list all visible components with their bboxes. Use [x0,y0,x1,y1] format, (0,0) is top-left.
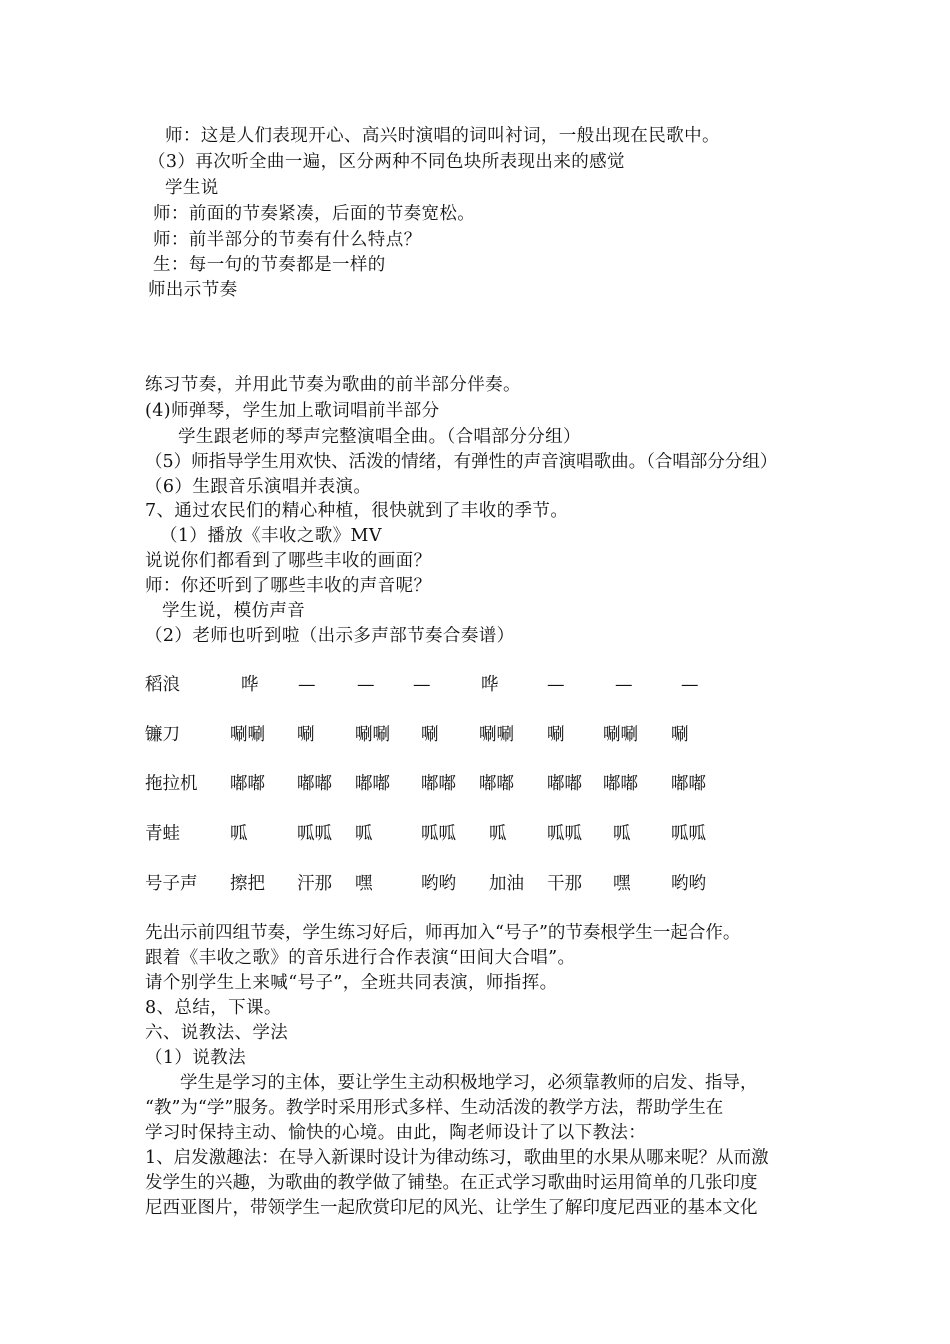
rhythm-row [0,672,950,698]
part-label: 号子声 [145,874,198,894]
rhythm-cell: — [298,675,316,695]
rhythm-cell: — [681,675,699,695]
rhythm-row [0,871,950,897]
text-line: 1、启发激趣法：在导入新课时设计为律动练习，歌曲里的水果从哪来呢？从而激 [145,1148,769,1168]
rhythm-row [0,821,950,847]
text-line: 发学生的兴趣，为歌曲的教学做了铺垫。在正式学习歌曲时运用简单的几张印度 [145,1173,758,1193]
text-line: 师：前半部分的节奏有什么特点？ [153,230,422,250]
rhythm-cell: 呱呱 [547,824,582,844]
text-line: 师出示节奏 [148,280,238,300]
rhythm-cell: 唰唰 [230,725,265,745]
text-line: （6）生跟音乐演唱并表演。 [145,477,372,497]
rhythm-cell: 嘟嘟 [355,774,390,794]
rhythm-cell: 加油 [489,874,524,894]
part-label: 镰刀 [145,725,180,745]
rhythm-cell: 唰 [671,725,689,745]
rhythm-cell: 唰 [421,725,439,745]
rhythm-cell: — [615,675,633,695]
rhythm-cell: — [413,675,431,695]
text-line: 学生是学习的主体，要让学生主动积极地学习，必须靠教师的启发、指导， [180,1073,758,1093]
rhythm-cell: 哟哟 [421,874,456,894]
part-label: 青蛙 [145,824,180,844]
rhythm-cell: 干那 [547,874,582,894]
text-line: （2）老师也听到啦（出示多声部节奏合奏谱） [145,626,515,646]
text-line: 师：这是人们表现开心、高兴时演唱的词叫衬词，一般出现在民歌中。 [165,126,720,146]
rhythm-cell: 唰唰 [355,725,390,745]
text-line: 师：你还听到了哪些丰收的声音呢？ [145,576,432,596]
text-line: （3）再次听全曲一遍，区分两种不同色块所表现出来的感觉 [148,152,625,172]
rhythm-cell: 呱 [355,824,373,844]
text-line: 学习时保持主动、愉快的心境。由此，陶老师设计了以下教法： [145,1123,647,1143]
text-line: 先出示前四组节奏，学生练习好后，师再加入“号子”的节奏根学生一起合作。 [145,923,741,943]
rhythm-cell: 嘟嘟 [671,774,706,794]
rhythm-row [0,771,950,797]
rhythm-cell: 嘟嘟 [547,774,582,794]
rhythm-cell: 唰唰 [479,725,514,745]
rhythm-cell: 汗那 [297,874,332,894]
rhythm-cell: — [547,675,565,695]
rhythm-cell: 呱 [230,824,248,844]
rhythm-cell: 哟哟 [671,874,706,894]
text-line: 师：前面的节奏紧凑，后面的节奏宽松。 [153,204,476,224]
rhythm-cell: 嘟嘟 [297,774,332,794]
rhythm-cell: 嘟嘟 [421,774,456,794]
text-line: 请个别学生上来喊“号子”，全班共同表演，师指挥。 [145,973,558,993]
rhythm-cell: 哗 [241,675,259,695]
text-line: 尼西亚图片，带领学生一起欣赏印尼的风光、让学生了解印度尼西亚的基本文化 [145,1198,758,1218]
rhythm-cell: 呱 [489,824,507,844]
rhythm-cell: — [357,675,375,695]
text-line: 学生跟老师的琴声完整演唱全曲。（合唱部分分组） [178,427,581,447]
subsection-heading: （1）说教法 [145,1048,247,1068]
rhythm-cell: 唰 [547,725,565,745]
rhythm-cell: 擦把 [230,874,265,894]
text-line: (4)师弹琴，学生加上歌词唱前半部分 [145,401,440,421]
rhythm-cell: 嘿 [613,874,631,894]
text-line: 练习节奏，并用此节奏为歌曲的前半部分伴奏。 [145,375,521,395]
text-line: 学生说 [165,178,219,198]
text-line: “教”为“学”服务。教学时采用形式多样、生动活泼的教学方法，帮助学生在 [145,1098,724,1118]
text-line: 8、总结，下课。 [145,998,282,1018]
section-heading: 六、说教法、学法 [145,1023,289,1043]
rhythm-cell: 唰唰 [603,725,638,745]
rhythm-cell: 嘟嘟 [603,774,638,794]
text-line: 跟着《丰收之歌》的音乐进行合作表演“田间大合唱”。 [145,948,576,968]
rhythm-cell: 嘟嘟 [479,774,514,794]
rhythm-cell: 哗 [481,675,499,695]
text-line: （5）师指导学生用欢快、活泼的情绪，有弹性的声音演唱歌曲。（合唱部分分组） [145,452,778,472]
rhythm-cell: 呱呱 [671,824,706,844]
part-label: 拖拉机 [145,774,198,794]
rhythm-cell: 呱呱 [297,824,332,844]
text-line: 学生说，模仿声音 [162,601,306,621]
rhythm-cell: 嘟嘟 [230,774,265,794]
rhythm-row [0,722,950,748]
rhythm-cell: 嘿 [355,874,373,894]
part-label: 稻浪 [145,675,180,695]
text-line: 7、通过农民们的精心种植，很快就到了丰收的季节。 [145,501,569,521]
rhythm-cell: 呱 [613,824,631,844]
rhythm-cell: 呱呱 [421,824,456,844]
text-line: 生：每一句的节奏都是一样的 [153,255,386,275]
text-line: 说说你们都看到了哪些丰收的画面？ [145,551,432,571]
rhythm-cell: 唰 [297,725,315,745]
text-line: （1）播放《丰收之歌》MV [160,526,382,546]
